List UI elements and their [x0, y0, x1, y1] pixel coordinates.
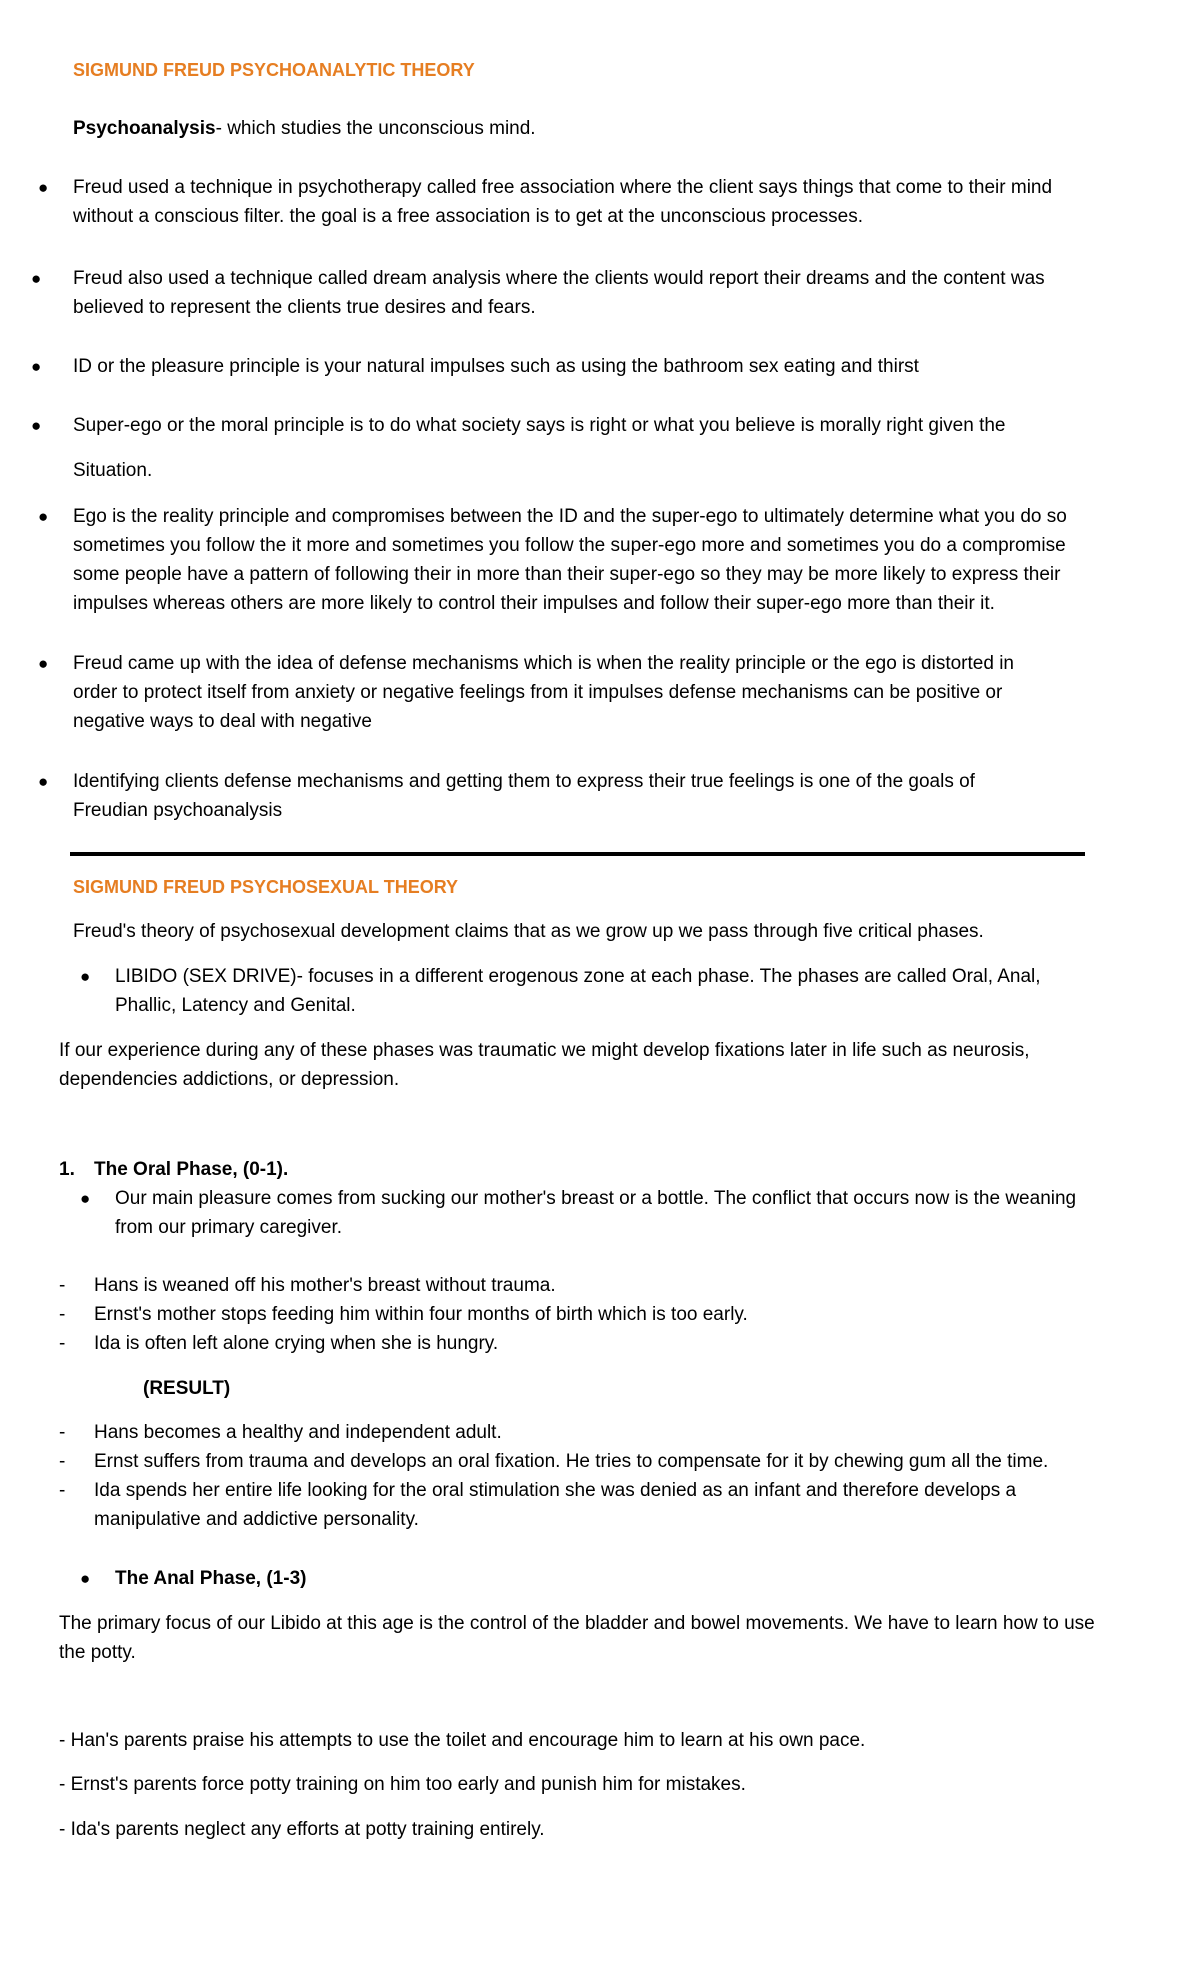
libido-text-line: Phallic, Latency and Genital.	[115, 995, 356, 1016]
oral-case-item: Hans is weaned off his mother's breast without trauma.	[94, 1275, 556, 1296]
bullet-icon: ●	[31, 416, 42, 435]
bullet-text-line: ID or the pleasure principle is your natural impulses such as using the bathroom sex eating and thirst	[73, 356, 919, 377]
intro-psychoanalysis	[73, 114, 536, 143]
bullet-icon: ●	[31, 269, 42, 288]
oral-case-item: Ida is often left alone crying when she is hungry.	[94, 1333, 499, 1354]
bullet-text-line: order to protect itself from anxiety or negative feelings from it impulses defense mechanisms can be positive or	[73, 682, 1003, 703]
bullet-text-line: believed to represent the clients true desires and fears.	[73, 297, 536, 318]
bullet-text-line: Ego is the reality principle and compromises between the ID and the super-ego to ultimately determine what you do so	[73, 506, 1067, 527]
bullet-icon: ●	[38, 507, 49, 526]
libido-text-line: LIBIDO (SEX DRIVE)- focuses in a different erogenous zone at each phase. The phases are called Oral, Anal,	[115, 966, 1041, 987]
bullet-icon: ●	[31, 357, 42, 376]
bullet-text-line: Freud also used a technique called dream analysis where the clients would report their dreams and the content was	[73, 268, 1045, 289]
anal-phase-title: The Anal Phase, (1-3)	[115, 1568, 307, 1589]
oral-phase-number: 1.	[59, 1159, 75, 1180]
bullet-text-line: impulses whereas others are more likely to control their impulses and follow their super-ego more than their it.	[73, 593, 995, 614]
oral-desc-line: Our main pleasure comes from sucking our mother's breast or a bottle. The conflict that occurs now is the weaning	[115, 1188, 1077, 1209]
bullet-text-line: sometimes you follow the it more and sometimes you follow the super-ego more and sometimes you do a compromise	[73, 535, 1066, 556]
fixation-text-line: If our experience during any of these phases was traumatic we might develop fixations later in life such as neurosis,	[59, 1040, 1030, 1061]
bullet-text-line: Freud came up with the idea of defense mechanisms which is when the reality principle or the ego is distorted in	[73, 653, 1014, 674]
dash-marker: -	[59, 1422, 66, 1443]
anal-case-item: - Han's parents praise his attempts to use the toilet and encourage him to learn at his own pace.	[59, 1730, 866, 1751]
bullet-text-line: Freudian psychoanalysis	[73, 800, 283, 821]
bullet-text-line: negative ways to deal with negative	[73, 711, 372, 732]
anal-case-item: - Ernst's parents force potty training on him too early and punish him for mistakes.	[59, 1774, 746, 1795]
oral-case-item: Ernst's mother stops feeding him within four months of birth which is too early.	[94, 1304, 748, 1325]
bullet-icon: ●	[80, 967, 91, 986]
bullet-text-line: some people have a pattern of following their in more than their super-ego so they may be more likely to express their	[73, 564, 1061, 585]
oral-result-line: Ida spends her entire life looking for the oral stimulation she was denied as an infant and therefore develops a	[94, 1480, 1017, 1501]
oral-desc-line: from our primary caregiver.	[115, 1217, 343, 1238]
bullet-icon: ●	[38, 772, 49, 791]
anal-case-item: - Ida's parents neglect any efforts at potty training entirely.	[59, 1819, 545, 1840]
dash-marker: -	[59, 1333, 66, 1354]
oral-result-line: Ernst suffers from trauma and develops an oral fixation. He tries to compensate for it by chewing gum all the time.	[94, 1451, 1049, 1472]
bullet-text-line: without a conscious filter. the goal is a free association is to get at the unconscious processes.	[73, 206, 863, 227]
section-heading-psychoanalytic: SIGMUND FREUD PSYCHOANALYTIC THEORY	[73, 60, 475, 80]
oral-result-line: Hans becomes a healthy and independent adult.	[94, 1422, 502, 1443]
bullet-icon: ●	[38, 654, 49, 673]
oral-phase-title: The Oral Phase, (0-1).	[94, 1159, 289, 1180]
section-heading-psychosexual: SIGMUND FREUD PSYCHOSEXUAL THEORY	[73, 877, 459, 897]
anal-desc-line: the potty.	[59, 1642, 136, 1663]
psychosexual-intro: Freud's theory of psychosexual development claims that as we grow up we pass through five critical phases.	[73, 921, 984, 942]
anal-desc-line: The primary focus of our Libido at this age is the control of the bladder and bowel movements. We have to learn how to use	[59, 1613, 1095, 1634]
section-divider	[70, 852, 1085, 856]
dash-marker: -	[59, 1451, 66, 1472]
bullet-icon: ●	[38, 178, 49, 197]
bullet-icon: ●	[80, 1569, 91, 1588]
bullet-text-line: Freud used a technique in psychotherapy called free association where the client says things that come to their mind	[73, 177, 1053, 198]
dash-marker: -	[59, 1480, 66, 1501]
intro-definition: - which studies the unconscious mind.	[215, 118, 536, 139]
dash-marker: -	[59, 1304, 66, 1325]
bullet-text-line: Super-ego or the moral principle is to do what society says is right or what you believe is morally right given the	[73, 415, 1006, 436]
fixation-text-line: dependencies addictions, or depression.	[59, 1069, 400, 1090]
bullet-icon: ●	[80, 1189, 91, 1208]
bullet-text-line: Identifying clients defense mechanisms and getting them to express their true feelings is one of the goals of	[73, 771, 975, 792]
oral-result-line: manipulative and addictive personality.	[94, 1509, 419, 1530]
dash-marker: -	[59, 1275, 66, 1296]
result-label: (RESULT)	[143, 1378, 231, 1399]
bullet-text-line: Situation.	[73, 460, 153, 481]
intro-term: Psychoanalysis	[73, 118, 216, 139]
